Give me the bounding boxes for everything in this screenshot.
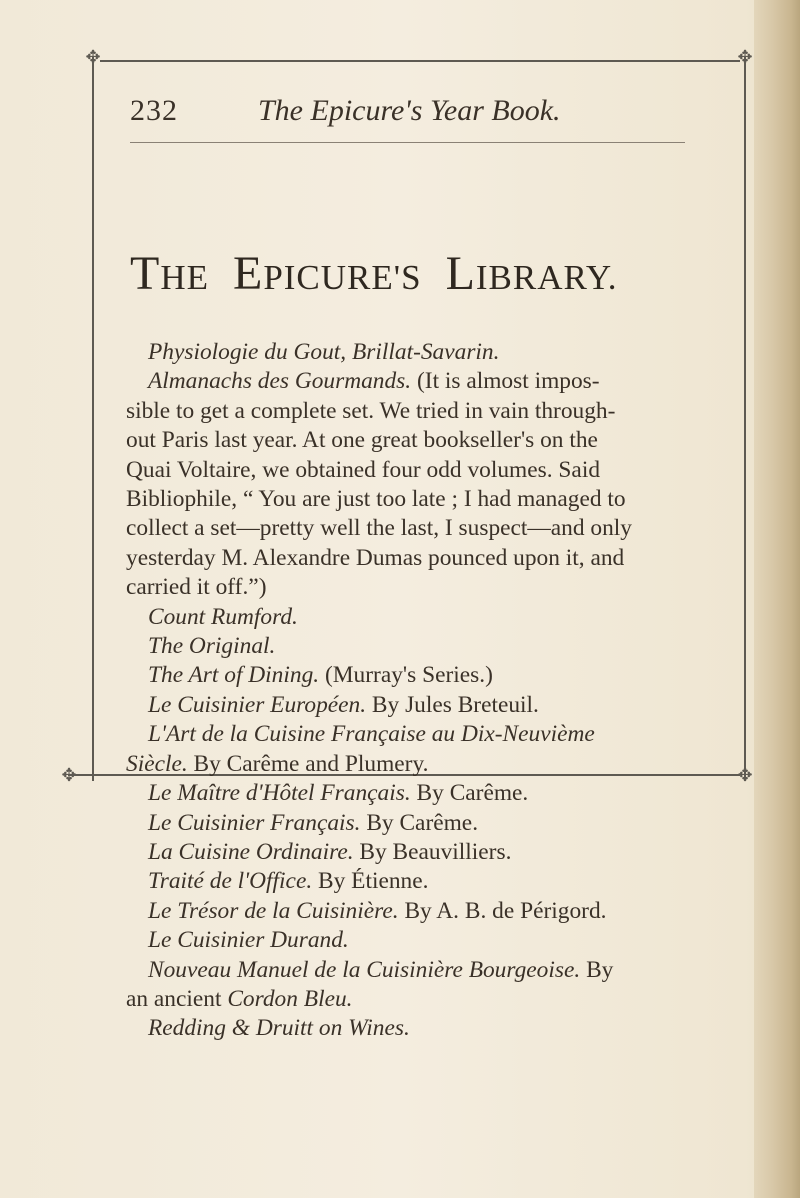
- entry-title: Redding & Druitt on Wines.: [148, 1015, 410, 1042]
- entry-title: The Art of Dining.: [148, 662, 320, 689]
- entry-title: The Original.: [148, 633, 276, 660]
- entry-text: By Jules Breteuil.: [366, 691, 539, 718]
- entry-title: L'Art de la Cuisine Française au Dix-Neuvième: [148, 721, 595, 748]
- corner-ornament-bottom-left-icon: ✥: [61, 765, 77, 785]
- entry-text: By Étienne.: [312, 868, 429, 895]
- page-number: 232: [130, 94, 178, 127]
- library-list: [126, 338, 726, 1044]
- entry-text: (Murray's Series.): [319, 662, 493, 689]
- entry-text-line: [126, 750, 726, 779]
- list-item: [126, 691, 726, 720]
- list-item: [126, 956, 726, 985]
- entry-title: Physiologie du Gout, Brillat-Savarin.: [148, 339, 500, 365]
- header-rule: [130, 142, 685, 143]
- entry-title: Count Rumford.: [148, 603, 298, 630]
- entry-text: By: [580, 956, 614, 983]
- list-item: [126, 661, 726, 690]
- frame-top-rule: [100, 60, 740, 62]
- entry-title: Le Cuisinier Européen.: [148, 691, 367, 718]
- list-item: [126, 367, 726, 396]
- title-word-2: PICURE'S: [263, 258, 422, 297]
- title-cap-2: E: [232, 247, 264, 300]
- entry-text: By A. B. de Périgord.: [398, 897, 607, 924]
- entry-text-line: [126, 985, 726, 1014]
- entry-text-line: yesterday M. Alexandre Dumas pounced upon it, and: [126, 544, 625, 571]
- list-item: [126, 603, 726, 632]
- corner-ornament-bottom-right-icon: ✥: [737, 765, 753, 785]
- title-word-1: HE: [160, 258, 209, 297]
- entry-text-line: out Paris last year. At one great bookseller's on the: [126, 427, 598, 454]
- title-cap-3: L: [445, 247, 476, 300]
- list-item: [126, 809, 726, 838]
- entry-text: By Carême.: [410, 780, 529, 807]
- entry-text-line: Quai Voltaire, we obtained four odd volumes. Said: [126, 456, 601, 483]
- list-item: [126, 838, 726, 867]
- running-title: The Epicure's Year Book.: [258, 94, 561, 127]
- entry-title: Nouveau Manuel de la Cuisinière Bourgeoise.: [148, 956, 581, 983]
- frame-left-rule: [92, 56, 94, 781]
- entry-text-line: sible to get a complete set. We tried in vain through-: [126, 397, 616, 424]
- section-title: [130, 246, 730, 301]
- list-item: [126, 926, 726, 955]
- list-item: [126, 1014, 726, 1043]
- entry-text: (It is almost impos-: [411, 368, 600, 395]
- entry-title: Le Maître d'Hôtel Français.: [148, 780, 411, 807]
- entry-title: Le Cuisinier Durand.: [148, 927, 349, 954]
- entry-title: La Cuisine Ordinaire.: [148, 838, 354, 865]
- title-cap-1: T: [130, 247, 161, 300]
- corner-ornament-top-left-icon: ✥: [85, 47, 101, 67]
- title-word-3: IBRARY.: [475, 258, 618, 297]
- page-edge-shadow: [754, 0, 800, 1198]
- entry-text-line: collect a set—pretty well the last, I suspect—and only: [126, 515, 633, 542]
- entry-text-line: Bibliophile, “ You are just too late ; I had managed to: [126, 486, 626, 513]
- entry-title: Le Cuisinier Français.: [148, 809, 361, 836]
- list-item: [126, 720, 726, 749]
- entry-title: Siècle.: [126, 750, 188, 777]
- entry-text: By Beauvilliers.: [353, 838, 512, 865]
- entry-title: Almanachs des Gourmands.: [148, 368, 412, 395]
- entry-text: By Carême and Plumery.: [187, 750, 429, 777]
- list-item: [126, 632, 726, 661]
- entry-text-line: carried it off.”): [126, 574, 267, 601]
- list-item: [126, 779, 726, 808]
- list-item: [126, 338, 726, 367]
- corner-ornament-top-right-icon: ✥: [737, 47, 753, 67]
- entry-title: Traité de l'Office.: [148, 868, 313, 895]
- entry-title: Le Trésor de la Cuisinière.: [148, 897, 399, 924]
- entry-title: Cordon Bleu.: [227, 985, 353, 1012]
- list-item: [126, 867, 726, 896]
- running-header: [130, 94, 690, 134]
- frame-right-rule: [744, 56, 746, 781]
- entry-text: an ancient: [126, 985, 228, 1012]
- list-item: [126, 897, 726, 926]
- entry-text: By Carême.: [360, 809, 479, 836]
